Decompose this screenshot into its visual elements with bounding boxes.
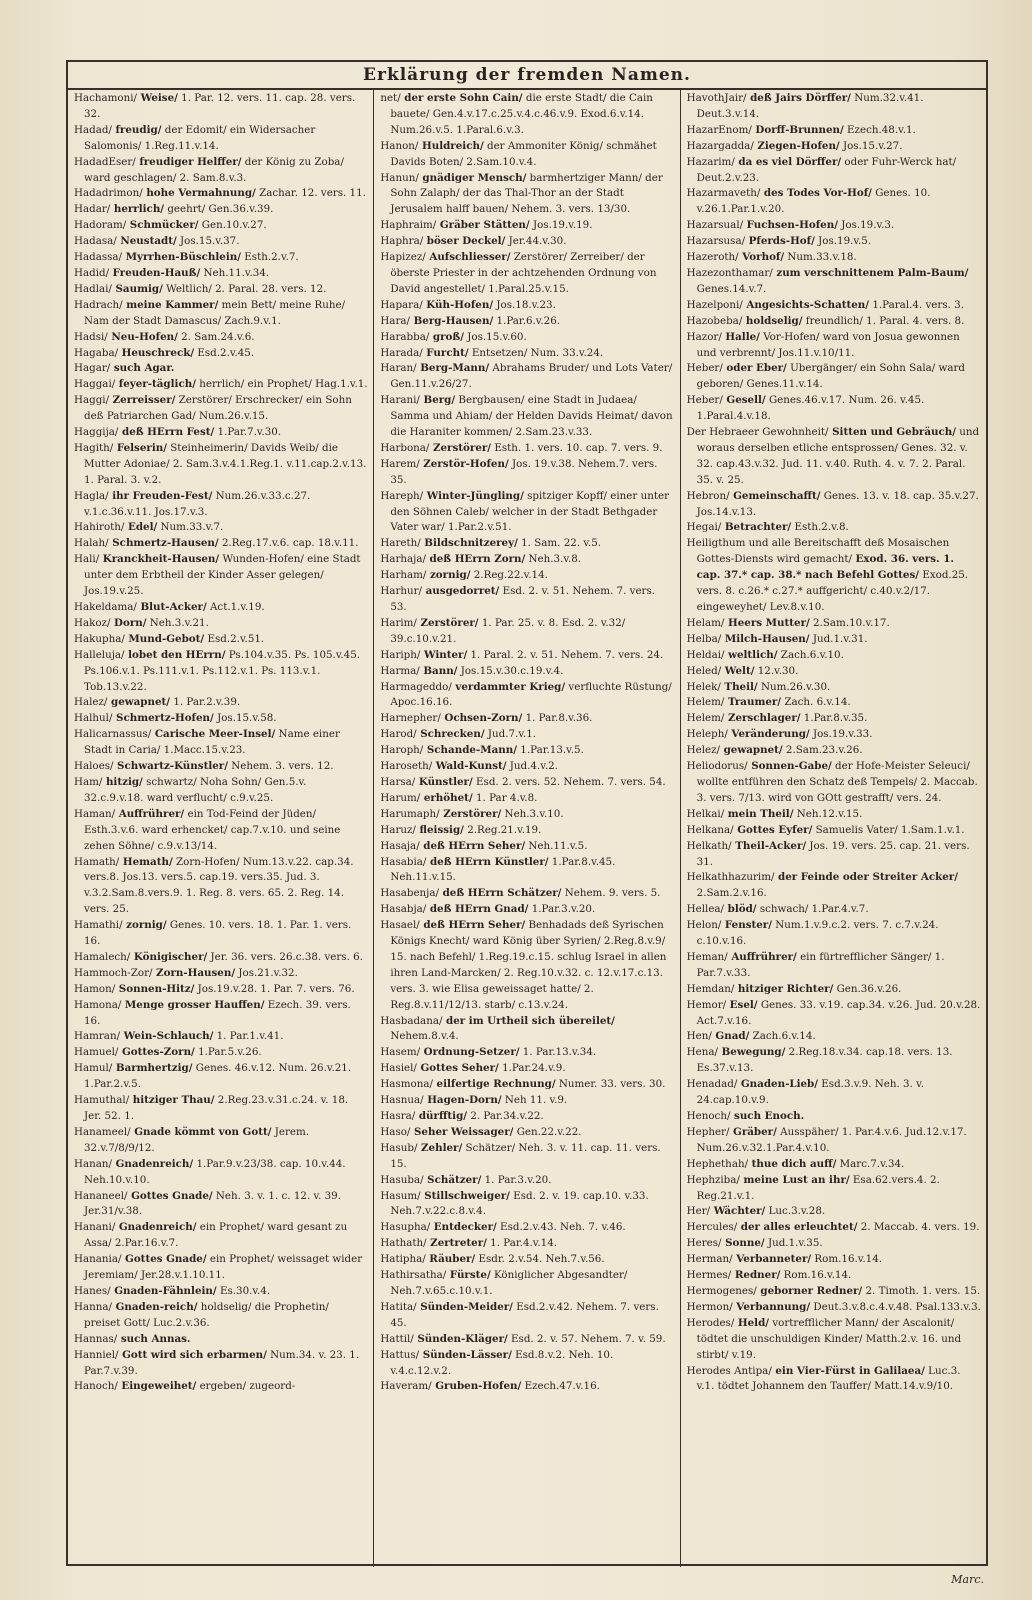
glossary-entry: Hazelponi/ Angesichts-Schatten/ 1.Paral.4. vers. 3. (686, 298, 964, 311)
glossary-entry: Hasmona/ eilfertige Rechnung/ Numer. 33. vers. 30. (380, 1078, 666, 1091)
glossary-entry: Haphra/ böser Deckel/ Jer.44.v.30. (380, 235, 567, 248)
column-middle (373, 89, 679, 1567)
glossary-entry: Hadid/ Freuden-Hauß/ Neh.11.v.34. (74, 266, 270, 279)
glossary-entry: Hazobeba/ holdselig/ freundlich/ 1. Paral. 4. vers. 8. (686, 314, 965, 327)
glossary-entry: Harod/ Schrecken/ Jud.7.v.1. (380, 728, 537, 741)
glossary-entry: Hena/ Bewegung/ 2.Reg.18.v.34. cap.18. vers. 13. Es.37.v.13. (686, 1046, 953, 1075)
glossary-entry: Hemor/ Esel/ Genes. 33. v.19. cap.34. v.26. Jud. 20.v.28. Act.7.v.16. (686, 998, 981, 1027)
glossary-entry: Haggai/ feyer-täglich/ herrlich/ ein Prophet/ Hag.1.v.1. (74, 378, 368, 391)
glossary-entry: Hermogenes/ geborner Redner/ 2. Timoth. 1. vers. 15. (686, 1284, 981, 1297)
glossary-entry: Hen/ Gnad/ Zach.6.v.14. (686, 1030, 816, 1043)
glossary-entry: Herodes/ Held/ vortrefflicher Mann/ der Ascalonit/ tödtet die unschuldigen Kinder/ Matth.2.v. 16. und stirbt/ v.19. (686, 1316, 962, 1361)
glossary-entry: Hadadrimon/ hohe Vermahnung/ Zachar. 12. vers. 11. (74, 187, 366, 200)
glossary-entry: Harum/ erhöhet/ 1. Par 4.v.8. (380, 791, 538, 804)
glossary-entry: Hadlai/ Saumig/ Weltlich/ 2. Paral. 28. vers. 12. (74, 282, 327, 295)
glossary-entry: Haran/ Berg-Mann/ Abrahams Bruder/ und Lots Vater/ Gen.11.v.26/27. (380, 362, 673, 391)
glossary-entry: Hepher/ Gräber/ Ausspäher/ 1. Par.4.v.6. Jud.12.v.17. Num.26.v.32.1.Par.4.v.10. (686, 1125, 967, 1154)
glossary-entry: Hamuthal/ hitziger Thau/ 2.Reg.23.v.31.c.24. v. 18. Jer. 52. 1. (74, 1094, 349, 1122)
glossary-entry: Hapara/ Küh-Hofen/ Jos.18.v.23. (380, 298, 556, 311)
glossary-entry: Hamalech/ Königischer/ Jer. 36. vers. 26.c.38. vers. 6. (74, 950, 363, 963)
glossary-entry: Hanna/ Gnaden-reich/ holdselig/ die Prophetin/ preiset Gott/ Luc.2.v.36. (74, 1300, 329, 1329)
glossary-entry: Harim/ Zerstörer/ 1. Par. 25. v. 8. Esd. 2. v.32/ 39.c.10.v.21. (380, 616, 626, 645)
glossary-entry: Hara/ Berg-Hausen/ 1.Par.6.v.26. (380, 314, 561, 327)
glossary-entry: Hasabja/ deß HErrn Gnad/ 1.Par.3.v.20. (380, 903, 596, 916)
glossary-entry: Halah/ Schmertz-Hausen/ 2.Reg.17.v.6. cap. 18.v.11. (74, 537, 359, 550)
glossary-entry: Harmageddo/ verdammter Krieg/ verfluchte Rüstung/ Apoc.16.16. (380, 680, 672, 709)
glossary-entry: Hananeel/ Gottes Gnade/ Neh. 3. v. 1. c. 12. v. 39. Jer.31/v.38. (74, 1189, 342, 1218)
glossary-entry: Hatipha/ Räuber/ Esdr. 2.v.54. Neh.7.v.56. (380, 1253, 605, 1266)
glossary-entry: Hapizez/ Aufschliesser/ Zerstörer/ Zerreiber/ der öberste Priester in der achtzehenden Ordnung von David angestellet/ 1.Paral.25.v.15. (380, 251, 657, 295)
glossary-entry: Hasbadana/ der im Urtheil sich übereilet/ Nehem.8.v.4. (380, 1014, 615, 1043)
glossary-entry: Haman/ Auffrührer/ ein Tod-Feind der Jüden/ Esth.3.v.6. ward erhencket/ cap.7.v.10. und seine zehen Söhne/ c.9.v.13/14. (74, 807, 341, 852)
glossary-entry: Hamuel/ Gottes-Zorn/ 1.Par.5.v.26. (74, 1046, 262, 1059)
glossary-entry: Hakoz/ Dorn/ Neh.3.v.21. (74, 616, 209, 629)
glossary-entry: Hanun/ gnädiger Mensch/ barmhertziger Mann/ der Sohn Zalaph/ der das Thal-Thor an der Stadt Jerusalem halff bauen/ Nehem. 3. vers. 13/30. (380, 171, 663, 216)
glossary-entry: Halhul/ Schmertz-Hofen/ Jos.15.v.58. (74, 712, 277, 725)
glossary-entry: Hanon/ Huldreich/ der Ammoniter König/ schmähet Davids Boten/ 2.Sam.10.v.4. (380, 139, 657, 168)
glossary-entry: Heleph/ Veränderung/ Jos.19.v.33. (686, 728, 873, 741)
glossary-entry: Hamathi/ zornig/ Genes. 10. vers. 18. 1. Par. 1. vers. 16. (74, 919, 352, 948)
glossary-entry: Helkathhazurim/ der Feinde oder Streiter Acker/ 2.Sam.2.v.16. (686, 871, 958, 900)
glossary-entry: Helam/ Heers Mutter/ 2.Sam.10.v.17. (686, 616, 890, 629)
glossary-entry: Hadassa/ Myrrhen-Büschlein/ Esth.2.v.7. (74, 251, 299, 264)
glossary-entry: Hazarim/ da es viel Dörffer/ oder Fuhr-Werck hat/ Deut.2.v.23. (686, 155, 957, 184)
glossary-entry: Haruz/ fleissig/ 2.Reg.21.v.19. (380, 823, 542, 836)
glossary-entry: Hathath/ Zertreter/ 1. Par.4.v.14. (380, 1237, 558, 1250)
glossary-entry: Hanania/ Gottes Gnade/ ein Prophet/ weissaget wider Jeremiam/ Jer.28.v.1.10.11. (74, 1253, 363, 1282)
glossary-entry: Hazargadda/ Ziegen-Hofen/ Jos.15.v.27. (686, 139, 903, 152)
glossary-entry: Haveram/ Gruben-Hofen/ Ezech.47.v.16. (380, 1380, 600, 1393)
glossary-entry: Hasra/ dürfftig/ 2. Par.34.v.22. (380, 1110, 544, 1122)
glossary-entry: Hattil/ Sünden-Kläger/ Esd. 2. v. 57. Nehem. 7. v. 59. (380, 1332, 666, 1345)
glossary-entry: Hazarsual/ Fuchsen-Hofen/ Jos.19.v.3. (686, 219, 895, 232)
glossary-entry: HazarEnom/ Dorff-Brunnen/ Ezech.48.v.1. (686, 123, 916, 136)
glossary-entry: Haso/ Seher Weissager/ Gen.22.v.22. (380, 1125, 582, 1138)
glossary-entry: Hephethah/ thue dich auff/ Marc.7.v.34. (686, 1157, 905, 1170)
glossary-entry: Hamul/ Barmhertzig/ Genes. 46.v.12. Num. 26.v.21. 1.Par.2.v.5. (74, 1062, 352, 1091)
glossary-entry: Hadasa/ Neustadt/ Jos.15.v.37. (74, 235, 240, 248)
glossary-entry: Hasupha/ Entdecker/ Esd.2.v.43. Neh. 7. v.46. (380, 1221, 626, 1234)
glossary-entry: Hemdan/ hitziger Richter/ Gen.36.v.26. (686, 982, 902, 995)
glossary-entry: Hamon/ Sonnen-Hitz/ Jos.19.v.28. 1. Par. 7. vers. 76. (74, 982, 355, 995)
glossary-entry: Heber/ Gesell/ Genes.46.v.17. Num. 26. v.45. 1.Paral.4.v.18. (686, 394, 925, 423)
glossary-entry: Hasub/ Zehler/ Schätzer/ Neh. 3. v. 11. cap. 11. vers. 15. (380, 1141, 661, 1170)
glossary-entry: Hariph/ Winter/ 1. Paral. 2. v. 51. Nehem. 7. vers. 24. (380, 648, 664, 661)
glossary-entry: Hasuba/ Schätzer/ 1. Par.3.v.20. (380, 1173, 552, 1186)
glossary-entry: Herman/ Verbanneter/ Rom.16.v.14. (686, 1253, 883, 1266)
glossary-entry: Hasum/ Stillschweiger/ Esd. 2. v. 19. cap.10. v.33. Neh.7.v.22.c.8.v.4. (380, 1189, 649, 1218)
glossary-entry: Harbona/ Zerstörer/ Esth. 1. vers. 10. cap. 7. vers. 9. (380, 441, 663, 454)
glossary-entry: Her/ Wächter/ Luc.3.v.28. (686, 1205, 826, 1218)
glossary-entry: Henoch/ such Enoch. (686, 1110, 805, 1122)
glossary-entry: Hadoram/ Schmücker/ Gen.10.v.27. (74, 219, 267, 232)
glossary-entry: Heled/ Welt/ 12.v.30. (686, 664, 799, 677)
glossary-entry: Hanan/ Gnadenreich/ 1.Par.9.v.23/38. cap. 10.v.44. Neh.10.v.10. (74, 1157, 346, 1186)
glossary-entry: Hebron/ Gemeinschafft/ Genes. 13. v. 18. cap. 35.v.27. Jos.14.v.13. (686, 489, 979, 518)
glossary-entry: Hercules/ der alles erleuchtet/ 2. Maccab. 4. vers. 19. (686, 1221, 980, 1234)
glossary-entry: Harhur/ ausgedorret/ Esd. 2. v. 51. Nehem. 7. vers. 53. (380, 585, 656, 613)
glossary-entry: Harma/ Bann/ Jos.15.v.30.c.19.v.4. (380, 664, 564, 677)
glossary-entry: Ham/ hitzig/ schwartz/ Noha Sohn/ Gen.5.v. 32.c.9.v.18. ward verflucht/ c.9.v.25. (74, 775, 307, 804)
glossary-entry: Heman/ Auffrührer/ ein fürtrefflicher Sänger/ 1. Par.7.v.33. (686, 950, 945, 979)
glossary-entry: Harem/ Zerstör-Hofen/ Jos. 19.v.38. Nehem.7. vers. 35. (380, 457, 658, 486)
glossary-entry: Hadrach/ meine Kammer/ mein Bett/ meine Ruhe/ Nam der Stadt Damascus/ Zach.9.v.1. (74, 298, 346, 327)
glossary-entry: Harabba/ groß/ Jos.15.v.60. (380, 330, 527, 343)
glossary-entry: Hathirsatha/ Fürste/ Königlicher Abgesandter/ Neh.7.v.65.c.10.v.1. (380, 1269, 628, 1297)
glossary-entry: Hamran/ Wein-Schlauch/ 1. Par.1.v.41. (74, 1030, 284, 1043)
glossary-entry: Hadar/ herrlich/ geehrt/ Gen.36.v.39. (74, 203, 274, 216)
glossary-entry: Hanes/ Gnaden-Fähnlein/ Es.30.v.4. (74, 1284, 271, 1297)
glossary-entry: Hasnua/ Hagen-Dorn/ Neh 11. v.9. (380, 1094, 568, 1107)
glossary-entry: Hakupha/ Mund-Gebot/ Esd.2.v.51. (74, 632, 265, 645)
glossary-entry: Hanameel/ Gnade kömmt von Gott/ Jerem. 32.v.7/8/9/12. (74, 1125, 310, 1154)
glossary-entry: Der Hebraeer Gewohnheit/ Sitten und Gebräuch/ und woraus derselben etliche entsprossen/ Genes. 32. v. 32. cap.43.v.32. Jud. 11. v.40. Ruth. 4. v. 7. 2. Paral. 35. v. 25. (686, 426, 980, 486)
glossary-entry: Hazarsusa/ Pferds-Hof/ Jos.19.v.5. (686, 235, 872, 248)
glossary-entry: Hasaja/ deß HErrn Seher/ Neh.11.v.5. (380, 839, 588, 852)
glossary-entry: Hazeroth/ Vorhof/ Num.33.v.18. (686, 251, 857, 264)
glossary-entry: Hannas/ such Annas. (74, 1332, 191, 1345)
glossary-entry: Haroseth/ Wald-Kunst/ Jud.4.v.2. (380, 760, 558, 773)
glossary-entry: Herodes Antipa/ ein Vier-Fürst in Galilaea/ Luc.3. v.1. tödtet Johannem den Tauffer/ Matt.14.v.9/10. (686, 1364, 961, 1393)
glossary-entry: Heliodorus/ Sonnen-Gabe/ der Hofe-Meister Seleuci/ wollte entführen den Schatz deß Tempels/ 2. Maccab. 3. vers. 7/13. wird von GOtt gestrafft/ vers. 24. (686, 760, 978, 804)
glossary-entry: Hammoch-Zor/ Zorn-Hausen/ Jos.21.v.32. (74, 966, 298, 979)
glossary-entry: Hermes/ Redner/ Rom.16.v.14. (686, 1269, 852, 1282)
glossary-entry: Heres/ Sonne/ Jud.1.v.35. (686, 1237, 823, 1250)
columns (68, 89, 986, 1567)
glossary-entry: Hatita/ Sünden-Meider/ Esd.2.v.42. Nehem. 7. vers. 45. (380, 1300, 659, 1329)
glossary-entry: Hareth/ Bildschnitzerey/ 1. Sam. 22. v.5. (380, 537, 602, 550)
glossary-entry: Hamona/ Menge grosser Hauffen/ Ezech. 39. vers. 16. (74, 998, 351, 1027)
glossary-entry: Hellea/ blöd/ schwach/ 1.Par.4.v.7. (686, 903, 869, 916)
glossary-entry: Hali/ Kranckheit-Hausen/ Wunden-Hofen/ eine Stadt unter dem Erbtheil der Kinder Asser gelegen/ Jos.19.v.25. (74, 553, 361, 598)
glossary-entry: Hasael/ deß HErrn Seher/ Benhadads deß Syrischen Königs Knecht/ ward König über Syrien/ 2.Reg.8.v.9/ 15. nach Befehl/ 1.Reg.19.c.15. schlug Israel in allen ihren Land-Marcken/ 2. Reg.10.v.32. c. 12.v.17.c.13. vers. 3. wie Elisa geweissaget hatte/ 2. Reg.8.v.11/12/13. starb/ c.13.v.24. (380, 919, 667, 1011)
column-right (680, 89, 986, 1567)
glossary-entry: Helkath/ Theil-Acker/ Jos. 19. vers. 25. cap. 21. vers. 31. (686, 839, 970, 868)
glossary-entry: Hamath/ Hemath/ Zorn-Hofen/ Num.13.v.22. cap.34. vers.8. Jos.13. vers.5. cap.19. vers.35. Jud. 3. v.3.2.Sam.8.vers.9. 1. Reg. 8. vers. 65. 2. Reg. 14. vers. 25. (74, 855, 354, 916)
glossary-entry: Hahiroth/ Edel/ Num.33.v.7. (74, 521, 224, 534)
catchword: Marc. (951, 1573, 984, 1586)
glossary-entry: Halicarnassus/ Carische Meer-Insel/ Name einer Stadt in Caria/ 1.Macc.15.v.23. (74, 728, 340, 757)
glossary-entry: Hakeldama/ Blut-Acker/ Act.1.v.19. (74, 601, 265, 613)
glossary-entry: Hegai/ Betrachter/ Esth.2.v.8. (686, 521, 849, 534)
glossary-entry: Hadsi/ Neu-Hofen/ 2. Sam.24.v.6. (74, 330, 255, 343)
glossary-entry: Hanoch/ Eingeweihet/ ergeben/ zugeord- (74, 1380, 296, 1393)
glossary-entry: Haphraim/ Gräber Stätten/ Jos.19.v.19. (380, 219, 593, 232)
glossary-entry: Helkai/ mein Theil/ Neh.12.v.15. (686, 807, 863, 820)
glossary-entry: Harhaja/ deß HErrn Zorn/ Neh.3.v.8. (380, 553, 582, 566)
column-left (68, 89, 373, 1567)
glossary-entry: HadadEser/ freudiger Helffer/ der König zu Zoba/ ward geschlagen/ 2. Sam.8.v.3. (74, 155, 344, 184)
glossary-entry: Harham/ zornig/ 2.Reg.22.v.14. (380, 569, 548, 582)
glossary-entry: Harada/ Furcht/ Entsetzen/ Num. 33.v.24. (380, 346, 604, 359)
glossary-entry: Helkana/ Gottes Eyfer/ Samuelis Vater/ 1.Sam.1.v.1. (686, 823, 965, 836)
glossary-entry: net/ der erste Sohn Cain/ die erste Stadt/ die Cain bauete/ Gen.4.v.17.c.25.v.4.c.46.v.9. Exod.6.v.14. Num.26.v.5. 1.Paral.6.v.3. (380, 92, 653, 136)
glossary-entry: Helba/ Milch-Hausen/ Jud.1.v.31. (686, 632, 868, 645)
glossary-entry: Hattus/ Sünden-Lässer/ Esd.8.v.2. Neh. 10. v.4.c.12.v.2. (380, 1348, 614, 1377)
glossary-entry: Hazarmaveth/ des Todes Vor-Hof/ Genes. 10. v.26.1.Par.1.v.20. (686, 187, 931, 216)
glossary-entry: Haroph/ Schande-Mann/ 1.Par.13.v.5. (380, 744, 584, 757)
glossary-entry: Hadad/ freudig/ der Edomit/ ein Widersacher Salomonis/ 1.Reg.11.v.14. (74, 123, 316, 152)
page-header: Erklärung der fremden Namen. (68, 62, 986, 90)
glossary-entry: Helem/ Zerschlager/ 1.Par.8.v.35. (686, 712, 868, 725)
glossary-entry: Haggija/ deß HErrn Fest/ 1.Par.7.v.30. (74, 426, 282, 439)
glossary-entry: Helon/ Fenster/ Num.1.v.9.c.2. vers. 7. c.7.v.24. c.10.v.16. (686, 919, 939, 948)
glossary-entry: Helem/ Traumer/ Zach. 6.v.14. (686, 696, 851, 709)
glossary-entry: Harnepher/ Ochsen-Zorn/ 1. Par.8.v.36. (380, 712, 593, 725)
glossary-entry: Hareph/ Winter-Jüngling/ spitziger Kopff/ einer unter den Söhnen Caleb/ welcher in der Stadt Bethgader Vater war/ 1.Par.2.v.51. (380, 489, 670, 534)
glossary-entry: Hasabia/ deß HErrn Künstler/ 1.Par.8.v.45. Neh.11.v.15. (380, 855, 616, 884)
glossary-entry: Halez/ gewapnet/ 1. Par.2.v.39. (74, 696, 241, 709)
glossary-entry: Helek/ Theil/ Num.26.v.30. (686, 680, 831, 693)
glossary-entry: Hazor/ Halle/ Vor-Hofen/ ward von Josua gewonnen und verbrennt/ Jos.11.v.10/11. (686, 330, 960, 359)
glossary-entry: Hazezonthamar/ zum verschnittenem Palm-Baum/ Genes.14.v.7. (686, 266, 969, 295)
glossary-entry: Hermon/ Verbannung/ Deut.3.v.8.c.4.v.48. Psal.133.v.3. (686, 1300, 981, 1313)
glossary-entry: Harani/ Berg/ Bergbausen/ eine Stadt in Judaea/ Samma und Ahiam/ der Helden Davids Heimat/ davon die Haraniter kommen/ 2.Sam.23.v.33. (380, 394, 673, 439)
glossary-entry: Helez/ gewapnet/ 2.Sam.23.v.26. (686, 744, 863, 757)
glossary-entry: Hasiel/ Gottes Seher/ 1.Par.24.v.9. (380, 1062, 566, 1075)
glossary-entry: Halleluja/ lobet den HErrn/ Ps.104.v.35. Ps. 105.v.45. Ps.106.v.1. Ps.111.v.1. Ps.112.v.1. Ps. 113.v.1. Tob.13.v.22. (74, 648, 361, 693)
glossary-entry: Hanani/ Gnadenreich/ ein Prophet/ ward gesant zu Assa/ 2.Par.16.v.7. (74, 1221, 348, 1250)
glossary-entry: Hagith/ Felserin/ Steinheimerin/ Davids Weib/ die Mutter Adoniae/ 2. Sam.3.v.4.1.Reg.1. v.11.cap.2.v.13. 1. Paral. 3. v.2. (74, 441, 367, 486)
glossary-entry: Harumaph/ Zerstörer/ Neh.3.v.10. (380, 807, 564, 820)
glossary-entry: Hagar/ such Agar. (74, 362, 175, 375)
page-frame (66, 60, 988, 1566)
glossary-entry: Hephziba/ meine Lust an ihr/ Esa.62.vers.4. 2. Reg.21.v.1. (686, 1173, 940, 1202)
glossary-entry: Hanniel/ Gott wird sich erbarmen/ Num.34. v. 23. 1. Par.7.v.39. (74, 1348, 360, 1377)
glossary-entry: Hagaba/ Heuschreck/ Esd.2.v.45. (74, 346, 255, 359)
glossary-entry: HavothJair/ deß Jairs Dörffer/ Num.32.v.41. Deut.3.v.14. (686, 92, 924, 120)
glossary-entry: Heiligthum und alle Bereitschafft deß Mosaischen Gottes-Diensts wird gemacht/ Exod. 36. vers. 1. cap. 37.* cap. 38.* nach Befehl Gottes/ Exod.25. vers. 8. c.26.* c.27.* auffgericht/ c.40.v.2/17. eingeweyhet/ Lev.8.v.10. (686, 537, 969, 613)
glossary-entry: Hasabenja/ deß HErrn Schätzer/ Nehem. 9. vers. 5. (380, 887, 661, 900)
glossary-entry: Heldai/ weltlich/ Zach.6.v.10. (686, 648, 844, 661)
glossary-entry: Haggi/ Zerreisser/ Zerstörer/ Erschrecker/ ein Sohn deß Patriarchen Gad/ Num.26.v.15. (74, 394, 352, 423)
glossary-entry: Haloes/ Schwartz-Künstler/ Nehem. 3. vers. 12. (74, 760, 334, 773)
glossary-entry: Hagla/ ihr Freuden-Fest/ Num.26.v.33.c.27. v.1.c.36.v.11. Jos.17.v.3. (74, 489, 311, 518)
glossary-entry: Heber/ oder Eber/ Ubergänger/ ein Sohn Sala/ ward geboren/ Genes.11.v.14. (686, 362, 965, 391)
glossary-entry: Hasem/ Ordnung-Setzer/ 1. Par.13.v.34. (380, 1046, 597, 1059)
glossary-entry: Henadad/ Gnaden-Lieb/ Esd.3.v.9. Neh. 3. v. 24.cap.10.v.9. (686, 1078, 924, 1107)
glossary-entry: Harsa/ Künstler/ Esd. 2. vers. 52. Nehem. 7. vers. 54. (380, 775, 666, 788)
glossary-entry: Hachamoni/ Weise/ 1. Par. 12. vers. 11. cap. 28. vers. 32. (74, 92, 356, 120)
